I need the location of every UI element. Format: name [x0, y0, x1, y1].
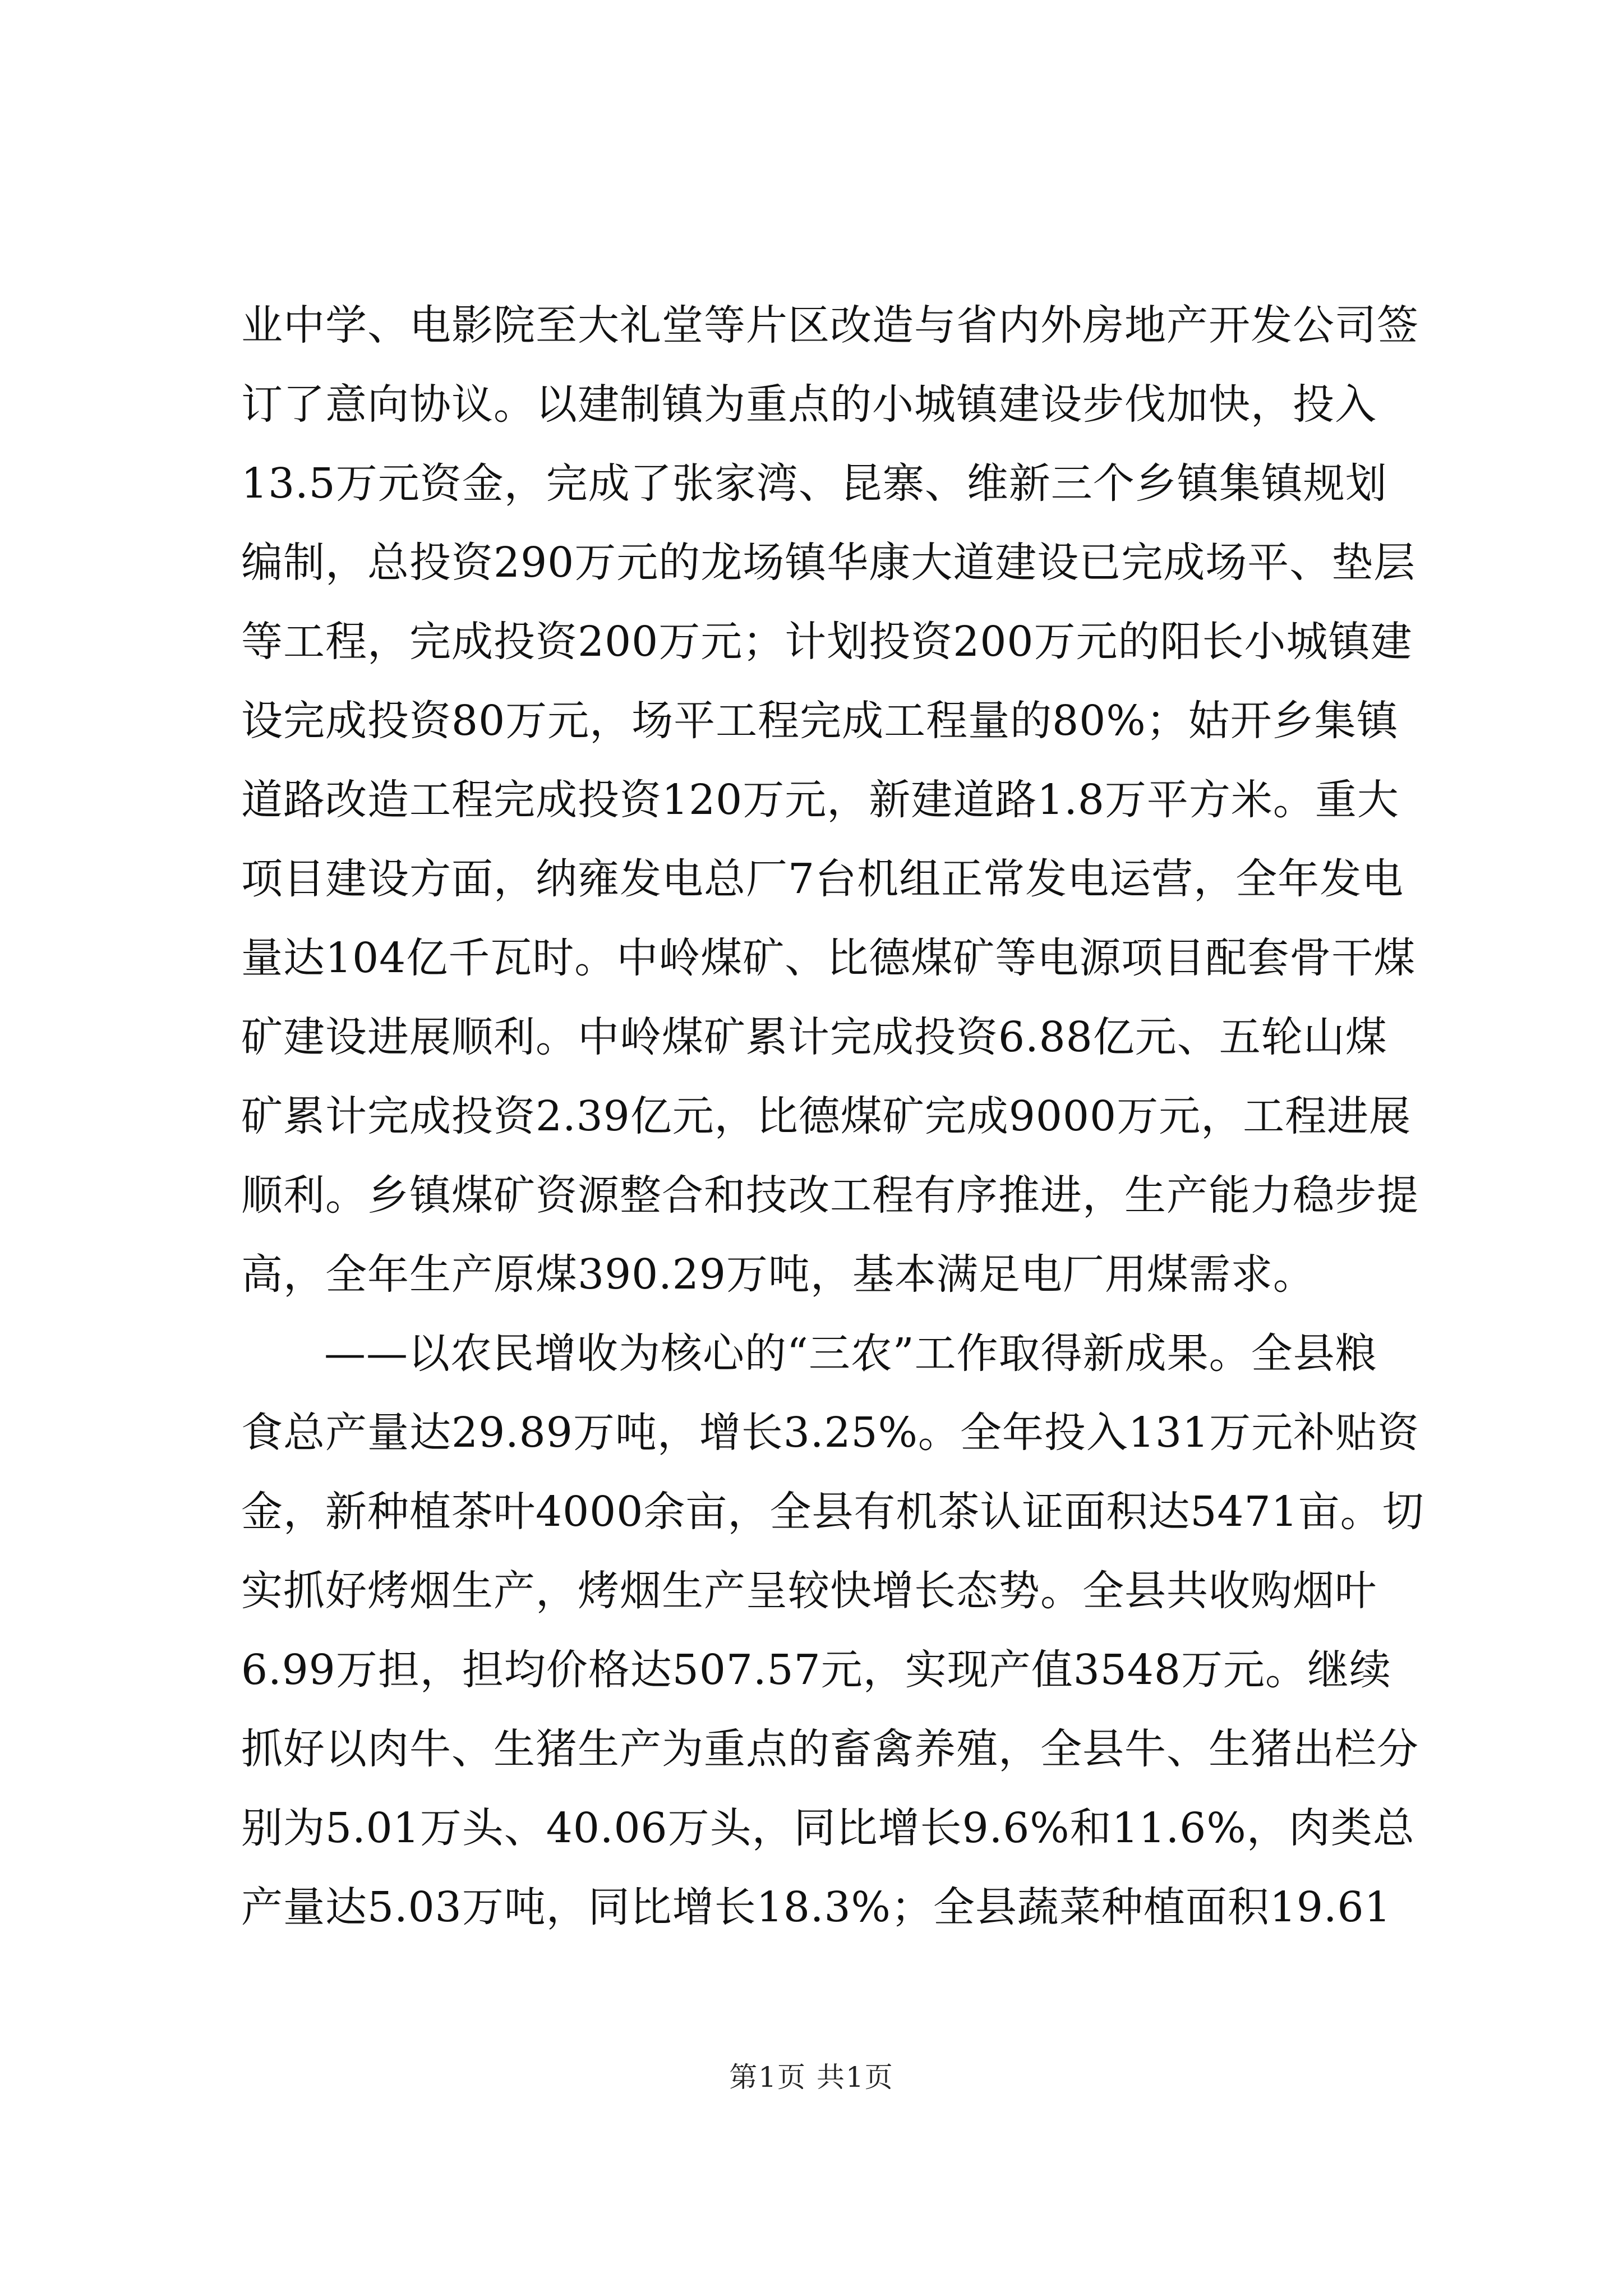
text-line: 产量达5.03万吨，同比增长18.3%；全县蔬菜种植面积19.61 [241, 1883, 1391, 1931]
text-line: 实抓好烤烟生产，烤烟生产呈较快增长态势。全县共收购烟叶 [241, 1567, 1377, 1615]
paragraph-first-line: ——以农民增收为核心的“三农”工作取得新成果。全县粮 [324, 1329, 1377, 1378]
text-line: 抓好以肉牛、生猪生产为重点的畜禽养殖，全县牛、生猪出栏分 [241, 1725, 1419, 1773]
text-line: 业中学、电影院至大礼堂等片区改造与省内外房地产开发公司签 [241, 301, 1419, 349]
text-line: 6.99万担，担均价格达507.57元，实现产值3548万元。继续 [241, 1646, 1392, 1694]
text-line: 订了意向协议。以建制镇为重点的小城镇建设步伐加快，投入 [241, 380, 1377, 429]
text-line: 矿累计完成投资2.39亿元，比德煤矿完成9000万元，工程进展 [241, 1092, 1412, 1140]
text-line: 别为5.01万头、40.06万头，同比增长9.6%和11.6%，肉类总 [241, 1804, 1415, 1852]
text-line: 金，新种植茶叶4000余亩，全县有机茶认证面积达5471亩。切 [241, 1488, 1424, 1536]
text-line: 高，全年生产原煤390.29万吨，基本满足电厂用煤需求。 [241, 1250, 1315, 1299]
text-line: 项目建设方面，纳雍发电总厂7台机组正常发电运营，全年发电 [241, 855, 1404, 903]
page-footer: 第1页 共1页 [729, 2061, 894, 2093]
text-line: 13.5万元资金，完成了张家湾、昆寨、维新三个乡镇集镇规划 [241, 459, 1387, 508]
text-line: 等工程，完成投资200万元；计划投资200万元的阳长小城镇建 [241, 618, 1413, 666]
text-line: 设完成投资80万元，场平工程完成工程量的80%；姑开乡集镇 [241, 697, 1399, 745]
text-line: 编制，总投资290万元的龙场镇华康大道建设已完成场平、垫层 [241, 539, 1416, 587]
text-line: 顺利。乡镇煤矿资源整合和技改工程有序推进，生产能力稳步提 [241, 1171, 1419, 1220]
text-line: 食总产量达29.89万吨，增长3.25%。全年投入131万元补贴资 [241, 1409, 1420, 1457]
text-line: 矿建设进展顺利。中岭煤矿累计完成投资6.88亿元、五轮山煤 [241, 1013, 1387, 1061]
text-line: 道路改造工程完成投资120万元，新建道路1.8万平方米。重大 [241, 776, 1399, 824]
text-line: 量达104亿千瓦时。中岭煤矿、比德煤矿等电源项目配套骨干煤 [241, 934, 1416, 982]
